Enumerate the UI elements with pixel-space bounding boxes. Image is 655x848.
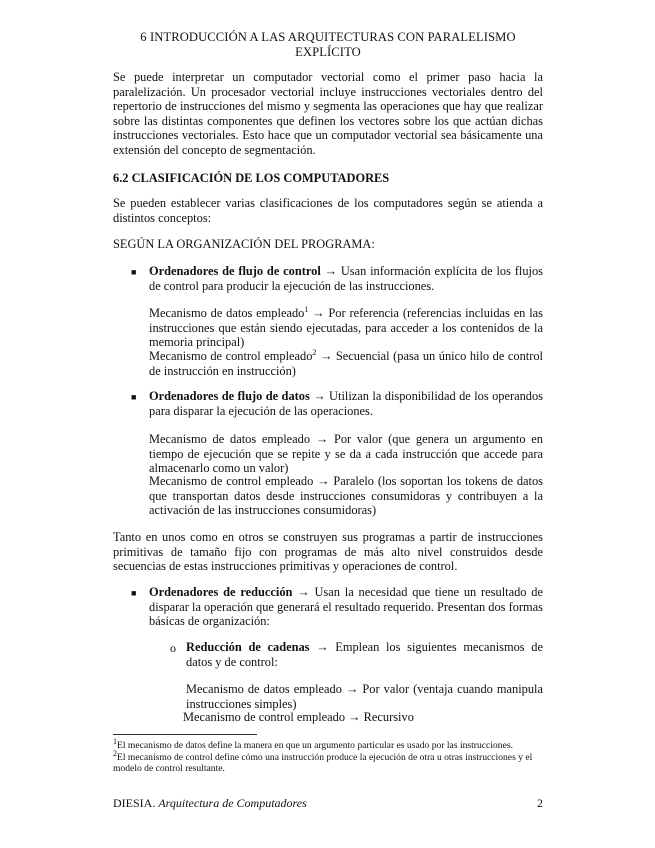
intro-paragraph: Se puede interpretar un computador vectorial como el primer paso hacia la paralelización. Un procesador vectorial incluye instrucciones vectoriales dentro del repertorio de instrucciones del mismo y segmenta las operaciones que hay que realizar sobre las distintas componentes que definen los vectores sobre los que actúan dichas instrucciones vectoriales. Esto hace que un computador vectorial sea básicamente una extensión del concepto de segmentación.	[113, 70, 543, 157]
bullet-flujo-control: Ordenadores de flujo de control → Usan información explícita de los flujos de control para producir la ejecución de las instrucciones.	[149, 264, 543, 293]
bullet-marker: ■	[131, 588, 137, 598]
mecanismo-control-2: Mecanismo de control empleado → Paralelo (los soportan los tokens de datos que transportan datos desde instrucciones consumidoras y contribuyen a la activación de las instrucciones consumidoras)	[149, 474, 543, 517]
bullet-reduccion: Ordenadores de reducción → Usan la necesidad que tiene un resultado de disparar la operación que generará el resultado requerido. Presentan dos formas básicas de organización:	[149, 585, 543, 628]
footnote-separator	[113, 734, 257, 735]
bullet-marker: ■	[131, 267, 137, 277]
footer-org: DIESIA.	[113, 796, 159, 810]
sub-bullet-marker: o	[170, 641, 176, 655]
page-number: 2	[537, 796, 543, 810]
bullet-text: Usan la necesidad que tiene un resultado de disparar la operación que generará el resultado requerido. Presentan dos formas básicas de organización:	[149, 585, 543, 628]
subsection-title: SEGÚN LA ORGANIZACIÓN DEL PROGRAMA:	[113, 237, 375, 251]
bullet-marker: ■	[131, 392, 137, 402]
bullet-term: Reducción de cadenas	[186, 640, 310, 654]
section-title: 6.2 CLASIFICACIÓN DE LOS COMPUTADORES	[113, 171, 390, 185]
bullet-flujo-datos: Ordenadores de flujo de datos → Utilizan la disponibilidad de los operandos para disparar la ejecución de las operaciones.	[149, 389, 544, 418]
page-footer	[113, 796, 543, 811]
bullet-term: Ordenadores de reducción	[149, 585, 293, 599]
mecanismo-datos-3: Mecanismo de datos empleado → Por valor (ventaja cuando manipula instrucciones simples)	[186, 682, 543, 711]
paragraph-between: Tanto en unos como en otros se construyen sus programas a partir de instrucciones primitivas de tamaño fijo con programas de más alto nivel construidos desde secuencias de estas instrucciones primitivas y operaciones de control.	[113, 530, 543, 573]
section-intro: Se pueden establecer varias clasificaciones de los computadores según se atienda a distintos conceptos:	[113, 196, 543, 225]
footnote-1: $^1$El mecanismo de datos define la manera en que un argumento particular es usado por las instrucciones.	[113, 736, 513, 751]
mecanismo-control-3: Mecanismo de control empleado → Recursivo	[183, 710, 414, 724]
bullet-text: Usan información explícita de los flujos de control para producir la ejecución de las instrucciones.	[149, 264, 543, 293]
bullet-term: Ordenadores de flujo de control	[149, 264, 321, 278]
footnote-ref: 2	[312, 347, 317, 357]
sub-bullet-reduccion-cadenas: Reducción de cadenas → Emplean los siguientes mecanismos de datos y de control:	[186, 640, 543, 669]
bullet-text: Emplean los siguientes mecanismos de datos y de control:	[186, 640, 543, 669]
running-header: 6 INTRODUCCIÓN A LAS ARQUITECTURAS CON PARALELISMO EXPLÍCITO	[140, 30, 516, 59]
footnote-ref: 1	[304, 304, 309, 314]
footer-title: Arquitectura de Computadores	[158, 796, 307, 810]
mecanismo-datos-2: Mecanismo de datos empleado → Por valor (que genera un argumento en tiempo de ejecución que se repite y se da a cada instrucción que accede para almacenarlo como un valor)	[149, 432, 543, 475]
mecanismo-datos-1: Mecanismo de datos empleado$^1$ → Por referencia (referencias incluidas en las instrucciones que están siendo ejecutadas, para acceder a los contenidos de la memoria principal)	[149, 304, 543, 349]
bullet-text: Utilizan la disponibilidad de los operandos para disparar la ejecución de las operaciones.	[149, 389, 544, 418]
bullet-term: Ordenadores de flujo de datos	[149, 389, 310, 403]
footnote-2: $^2$El mecanismo de control define cómo una instrucción produce la ejecución de otra u otras instrucciones y el modelo de control resultante.	[113, 748, 533, 775]
mecanismo-control-1: Mecanismo de control empleado$^2$ → Secuencial (pasa un único hilo de control de instrucción en instrucción)	[149, 347, 544, 378]
